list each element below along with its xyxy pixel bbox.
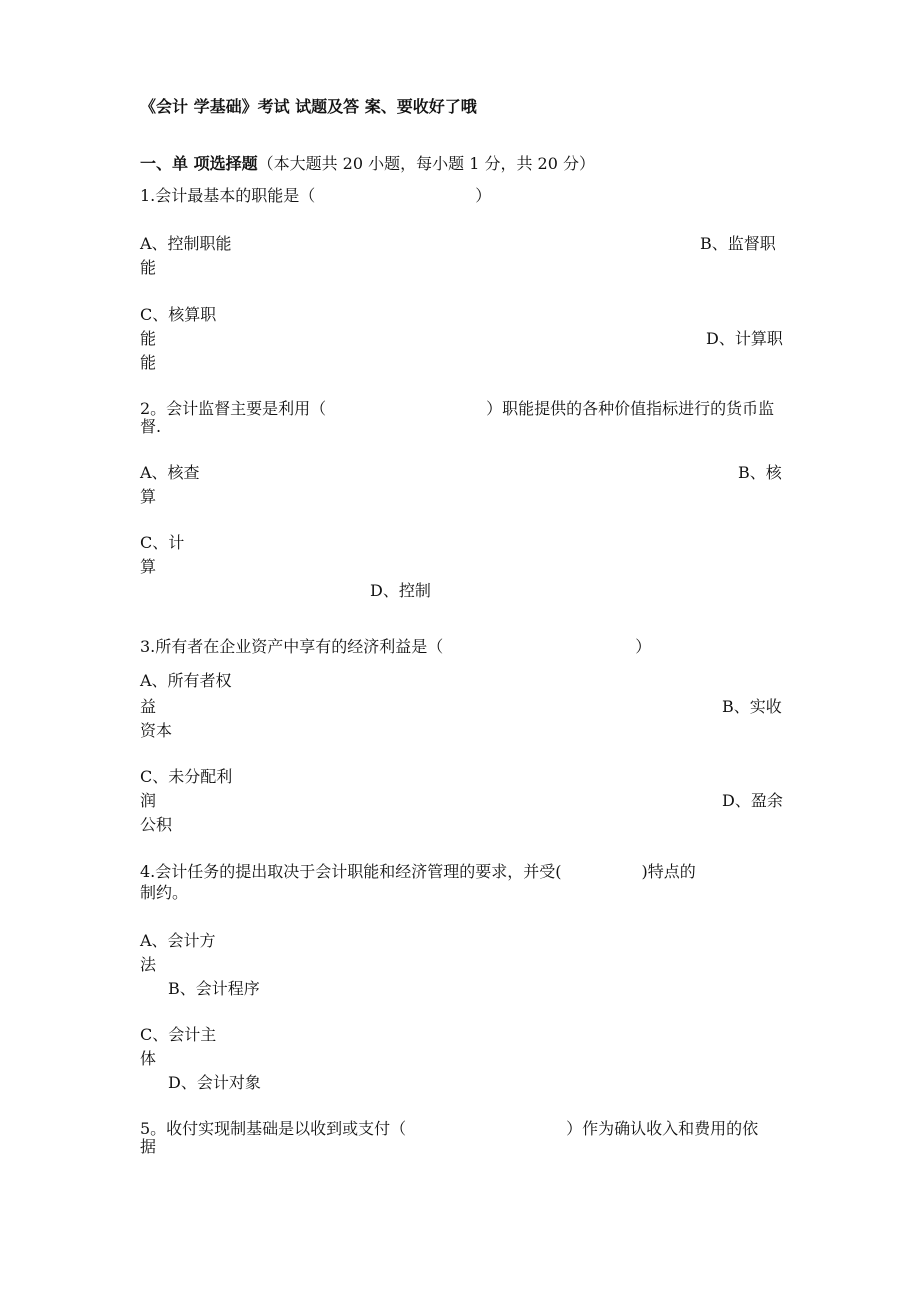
q1-option-c-wrap: 能 [140, 329, 157, 348]
q3-option-d: D、盈余 [722, 791, 783, 810]
q3-stem: 3.所有者在企业资产中享有的经济利益是（ ） [140, 637, 652, 656]
q3-option-a: A、所有者权 [140, 671, 232, 690]
q3-option-b: B、实收 [722, 697, 782, 716]
q4-option-a: A、会计方 [140, 931, 216, 950]
q1-option-a: A、控制职能 [140, 234, 232, 253]
q3-option-a-wrap: 益 [140, 697, 157, 716]
document-title: 《会计 学基础》考试 试题及答 案、要收好了哦 [140, 97, 477, 116]
q3-option-b-wrap: 资本 [140, 721, 173, 740]
q4-option-a-wrap: 法 [140, 955, 157, 974]
q2-option-c-wrap: 算 [140, 557, 157, 576]
q3-option-d-wrap: 公积 [140, 815, 173, 834]
q4-option-c-wrap: 体 [140, 1049, 157, 1068]
q1-option-a-wrap: 能 [140, 258, 157, 277]
q2-option-d: D、控制 [370, 581, 431, 600]
q5-stem-line1: 5。收付实现制基础是以收到或支付（ ）作为确认收入和费用的依 [140, 1119, 759, 1138]
q2-option-a: A、核查 [140, 463, 200, 482]
q4-stem-line1: 4.会计任务的提出取决于会计职能和经济管理的要求，并受( )特点的 [140, 862, 696, 881]
q4-option-c: C、会计主 [140, 1025, 217, 1044]
q3-option-c: C、未分配利 [140, 767, 233, 786]
q2-option-b: B、核 [738, 463, 782, 482]
q1-option-c: C、核算职 [140, 305, 217, 324]
q4-stem-line2: 制约。 [140, 883, 189, 902]
q2-option-a-wrap: 算 [140, 487, 157, 506]
q1-option-d-wrap: 能 [140, 353, 157, 372]
section-heading-note: （本大题共 20 小题，每小题 1 分，共 20 分） [257, 154, 595, 173]
q2-option-c: C、计 [140, 533, 185, 552]
q1-stem: 1.会计最基本的职能是（ ） [140, 186, 492, 205]
q2-stem-line1: 2。会计监督主要是利用（ ）职能提供的各种价值指标进行的货币监 [140, 399, 775, 418]
q1-option-d: D、计算职 [706, 329, 783, 348]
section-heading [140, 154, 595, 174]
q4-option-b: B、会计程序 [168, 979, 260, 998]
q4-option-d: D、会计对象 [168, 1073, 261, 1092]
q2-stem-line2: 督. [140, 417, 162, 436]
section-heading-label: 一、单 项选择题 [140, 154, 258, 173]
q3-option-c-wrap: 润 [140, 791, 157, 810]
q1-option-b: B、监督职 [700, 234, 776, 253]
q5-stem-line2: 据 [140, 1137, 157, 1156]
